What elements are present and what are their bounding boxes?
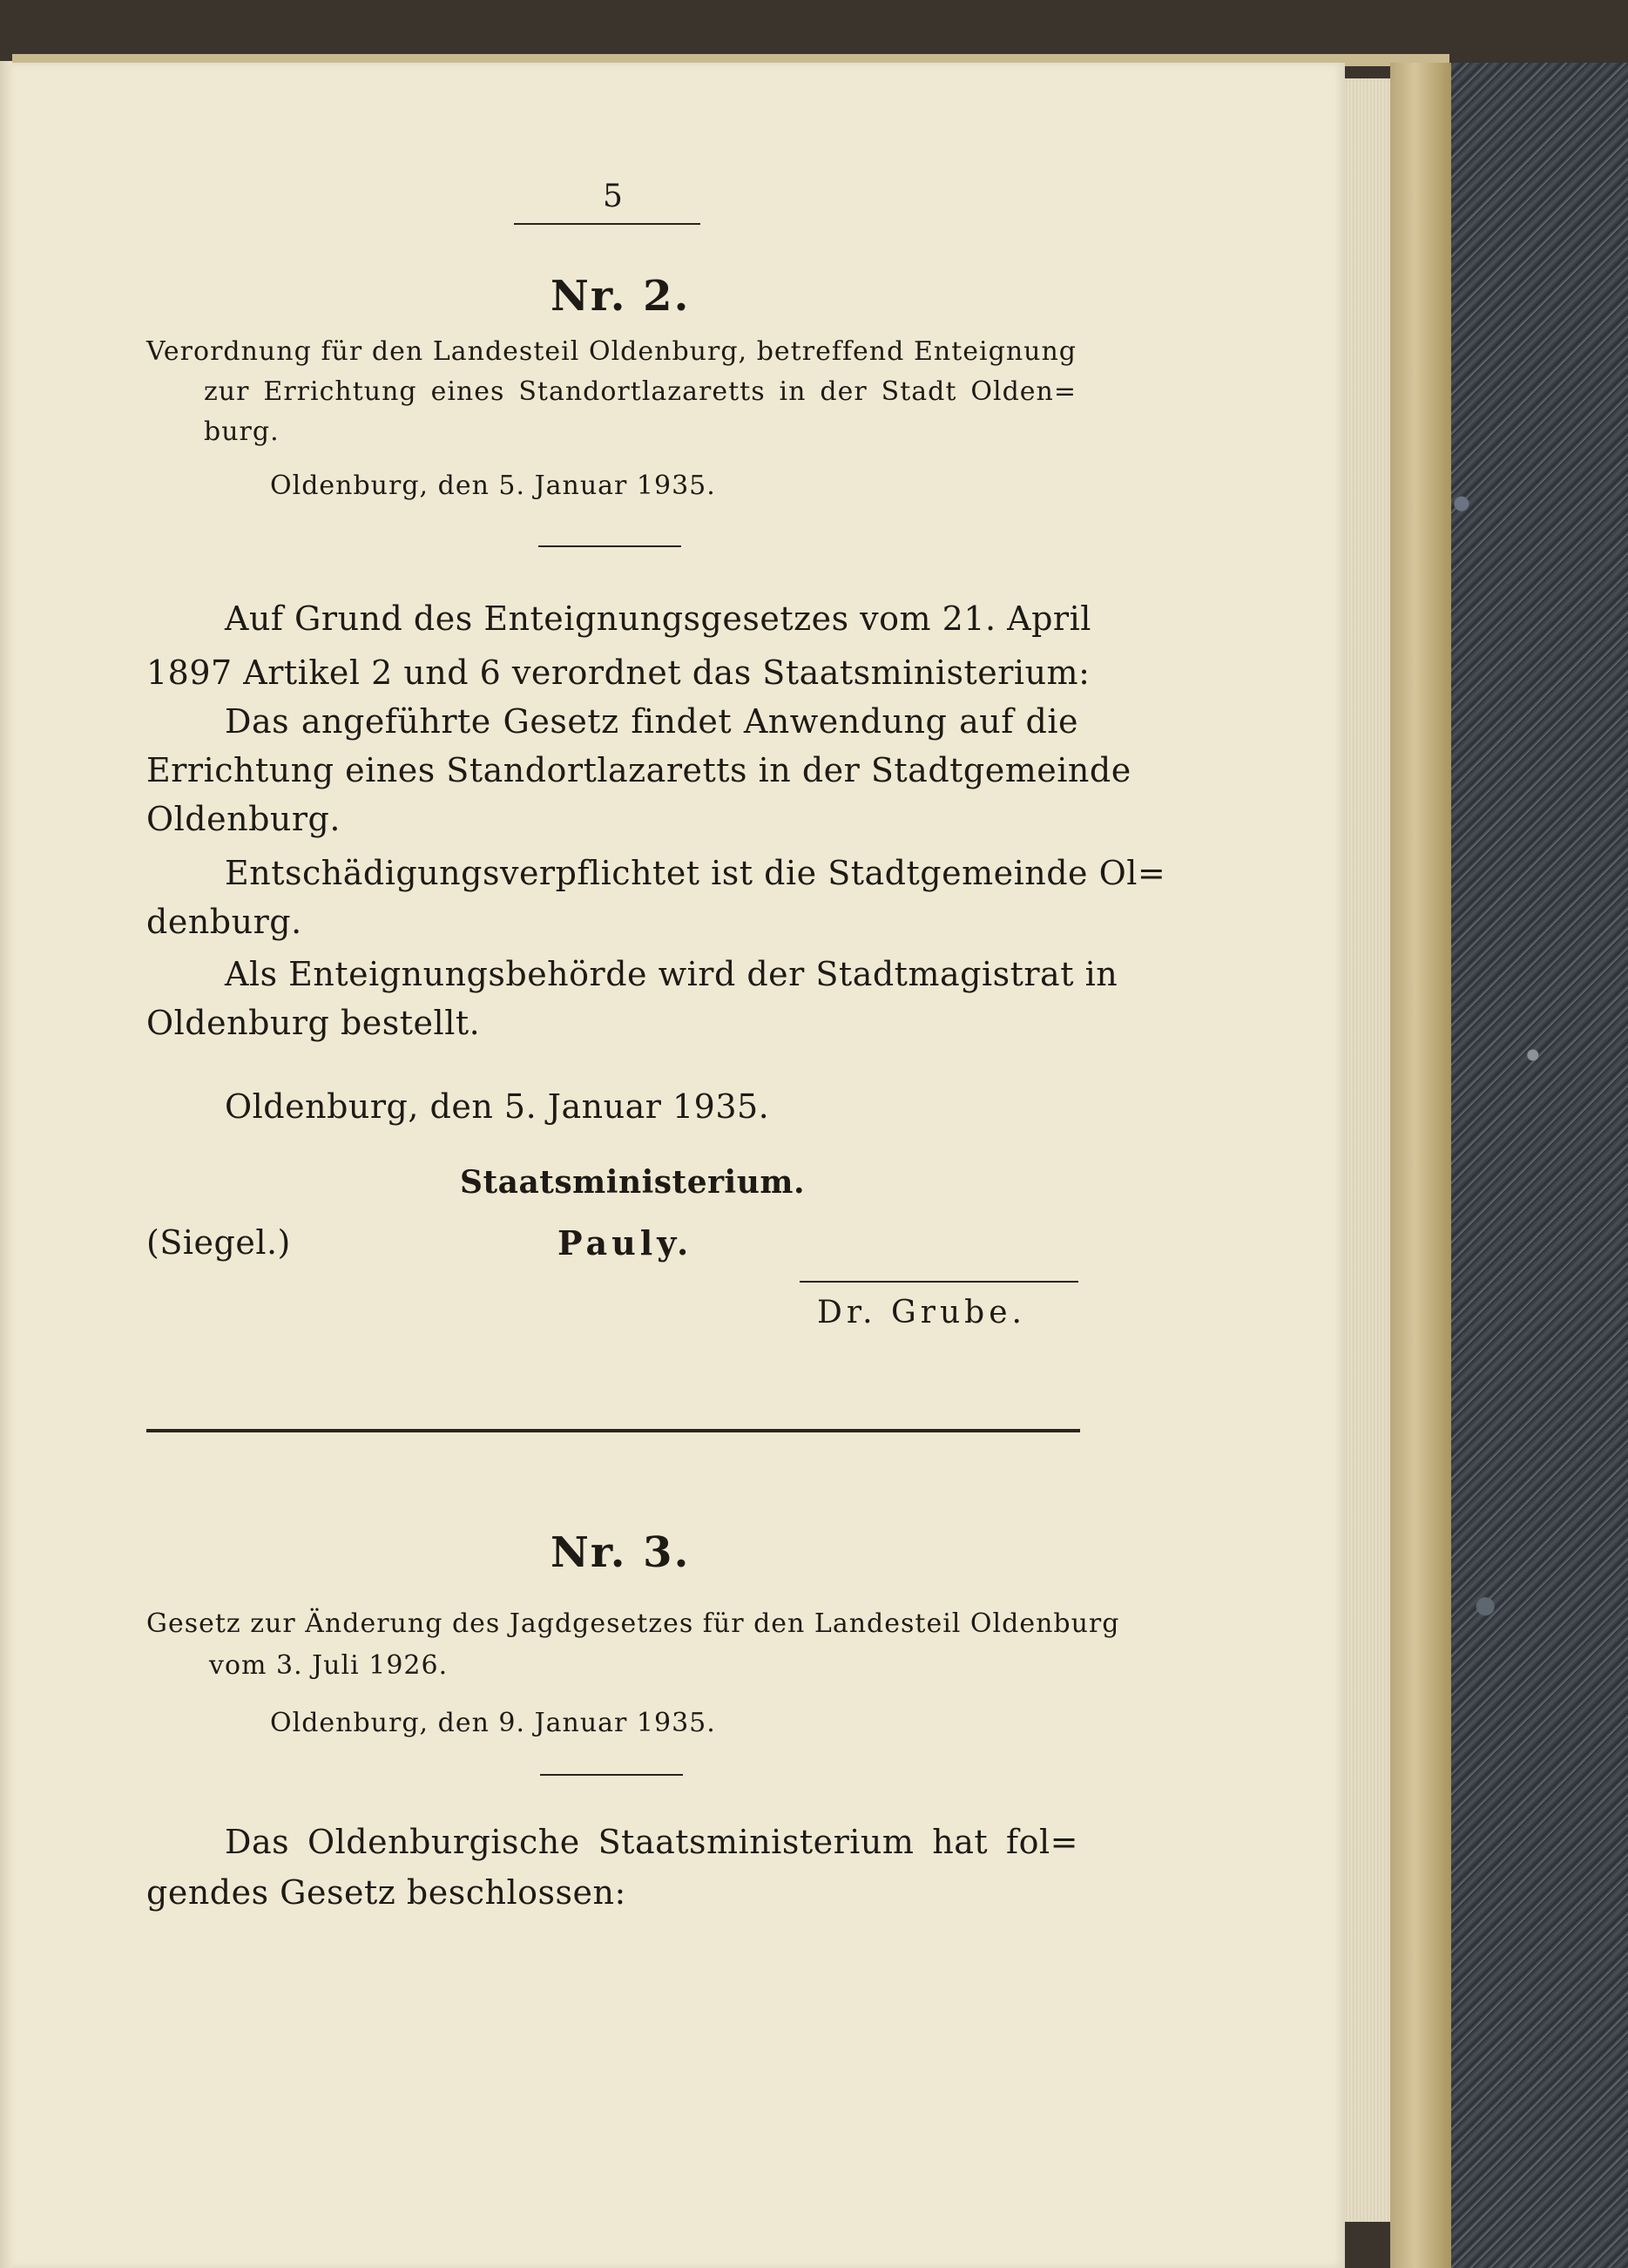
section3-number: Nr. 3. (551, 1528, 691, 1577)
facing-page-edge (0, 61, 12, 2268)
section3-rule (540, 1774, 683, 1776)
section3-date: Oldenburg, den 9. Januar 1935. (270, 1708, 716, 1738)
section2-title-line-2: zur Errichtung eines Standortlazaretts in der Stadt Olden= (204, 376, 1077, 407)
section2-body-line-4: Errichtung eines Standortlazaretts in der Stadtgemeinde (146, 751, 1131, 789)
section2-date: Oldenburg, den 5. Januar 1935. (270, 471, 716, 501)
section2-body-line-5: Oldenburg. (146, 800, 341, 838)
section2-body-line-1: Auf Grund des Enteignungsgesetzes vom 21. April (225, 599, 1091, 638)
section2-signer: Pauly. (557, 1223, 693, 1263)
section2-body-line-2: 1897 Artikel 2 und 6 verordnet das Staatsministerium: (146, 653, 1091, 692)
section2-number: Nr. 2. (551, 272, 691, 321)
section2-title-line-3: burg. (204, 416, 280, 447)
section2-title-line-1: Verordnung für den Landesteil Oldenburg, betreffend Enteignung (146, 336, 1077, 367)
section2-body-line-7: denburg. (146, 903, 302, 941)
section2-body-line-3: Das angeführte Gesetz findet Anwendung auf die (225, 702, 1078, 741)
section3-body-line-2: gendes Gesetz beschlossen: (146, 1873, 626, 1912)
section2-rule (538, 545, 681, 547)
section3-body-line-1: Das Oldenburgische Staatsministerium hat fol= (225, 1823, 1078, 1861)
section2-body-line-9: Oldenburg bestellt. (146, 1004, 481, 1042)
page-number: 5 (603, 179, 623, 214)
section2-authority: Staatsministerium. (460, 1164, 806, 1201)
section2-body-line-6: Entschädigungsverpflichtet ist die Stadtgemeinde Ol= (225, 854, 1166, 892)
page-block-edges (1345, 78, 1391, 2222)
second-signer-rule (800, 1281, 1078, 1283)
header-rule (514, 223, 700, 225)
cover-spine-edge (1390, 63, 1451, 2268)
section3-title-line-2: vom 3. Juli 1926. (209, 1650, 449, 1681)
section2-body-line-8: Als Enteignungsbehörde wird der Stadtmagistrat in (225, 955, 1118, 993)
section2-second-signer: Dr. Grube. (817, 1295, 1026, 1330)
section2-seal: (Siegel.) (146, 1223, 291, 1262)
section-divider (146, 1429, 1080, 1432)
section3-title-line-1: Gesetz zur Änderung des Jagdgesetzes für den Landesteil Oldenburg (146, 1608, 1120, 1639)
section2-closing-date: Oldenburg, den 5. Januar 1935. (225, 1087, 770, 1126)
